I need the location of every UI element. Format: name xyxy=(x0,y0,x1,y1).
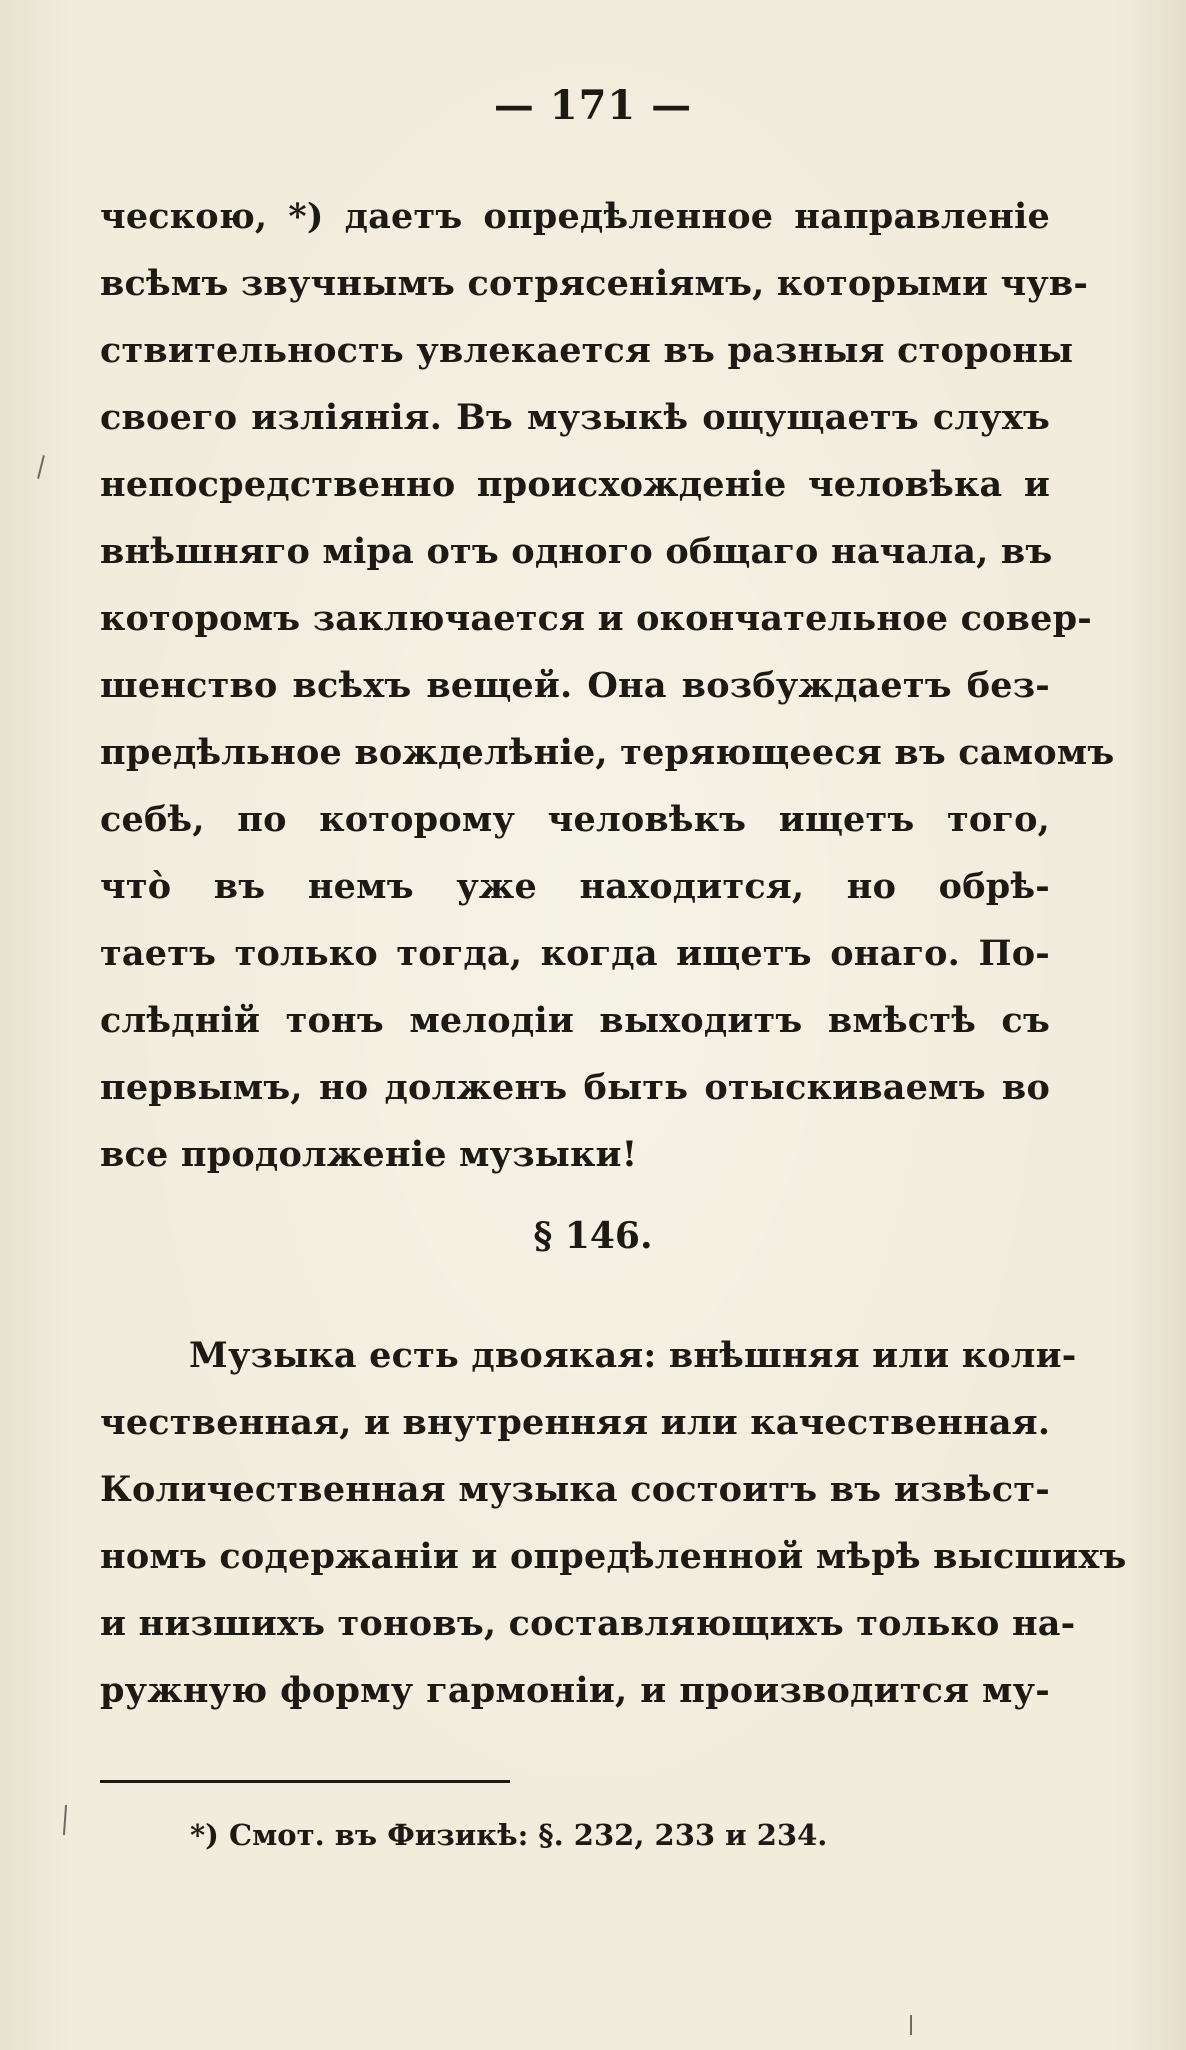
text-line: себѣ, по которому человѣкъ ищетъ того, xyxy=(100,799,1050,840)
text-line: чественная, и внутренняя или качественная. xyxy=(100,1402,1051,1443)
text-line: первымъ, но долженъ быть отыскиваемъ во xyxy=(100,1067,1050,1108)
text-line: ствительность увлекается въ разныя стороны xyxy=(100,330,1074,371)
text-line: шенство всѣхъ вещей. Она возбуждаетъ без- xyxy=(100,665,1050,706)
text-line: которомъ заключается и окончательное совер- xyxy=(100,598,1093,639)
page-number: — 171 — xyxy=(493,82,693,129)
text-line: внѣшняго міра отъ одного общаго начала, въ xyxy=(100,531,1053,572)
text-line: все продолженіе музыки! xyxy=(100,1134,638,1175)
text-line: Количественная музыка состоитъ въ извѣст- xyxy=(100,1469,1050,1510)
footnote-divider xyxy=(100,1780,510,1783)
text-line: ческою, *) даетъ опредѣленное направленіе xyxy=(100,196,1050,237)
margin-pencil-mark xyxy=(910,2015,912,2035)
text-line: и низшихъ тоновъ, составляющихъ только на- xyxy=(100,1603,1076,1644)
paragraph-1 xyxy=(100,183,1115,1188)
text-line: таетъ только тогда, когда ищетъ онаго. По- xyxy=(100,933,1050,974)
text-line: непосредственно происхожденіе человѣка и xyxy=(100,464,1050,505)
text-line: слѣдній тонъ мелодіи выходитъ вмѣстѣ съ xyxy=(100,1000,1050,1041)
margin-pencil-mark xyxy=(63,1805,67,1835)
text-line: Музыка есть двоякая: внѣшняя или коли- xyxy=(189,1335,1077,1376)
text-line: всѣмъ звучнымъ сотрясеніямъ, которыми чув- xyxy=(100,263,1089,304)
text-line: ружную форму гармоніи, и производится му- xyxy=(100,1670,1050,1711)
margin-pencil-mark xyxy=(37,455,45,479)
text-line: что̀ въ немъ уже находится, но обрѣ- xyxy=(100,866,1050,907)
section-heading: § 146. xyxy=(533,1215,653,1257)
paragraph-2 xyxy=(100,1322,1127,1724)
footnote: *) Смот. въ Физикѣ: §. 232, 233 и 234. xyxy=(190,1818,828,1852)
text-line: своего изліянія. Въ музыкѣ ощущаетъ слухъ xyxy=(100,397,1050,438)
text-line: предѣльное вожделѣніе, теряющееся въ самомъ xyxy=(100,732,1115,773)
text-line: номъ содержаніи и опредѣленной мѣрѣ высшихъ xyxy=(100,1536,1127,1577)
